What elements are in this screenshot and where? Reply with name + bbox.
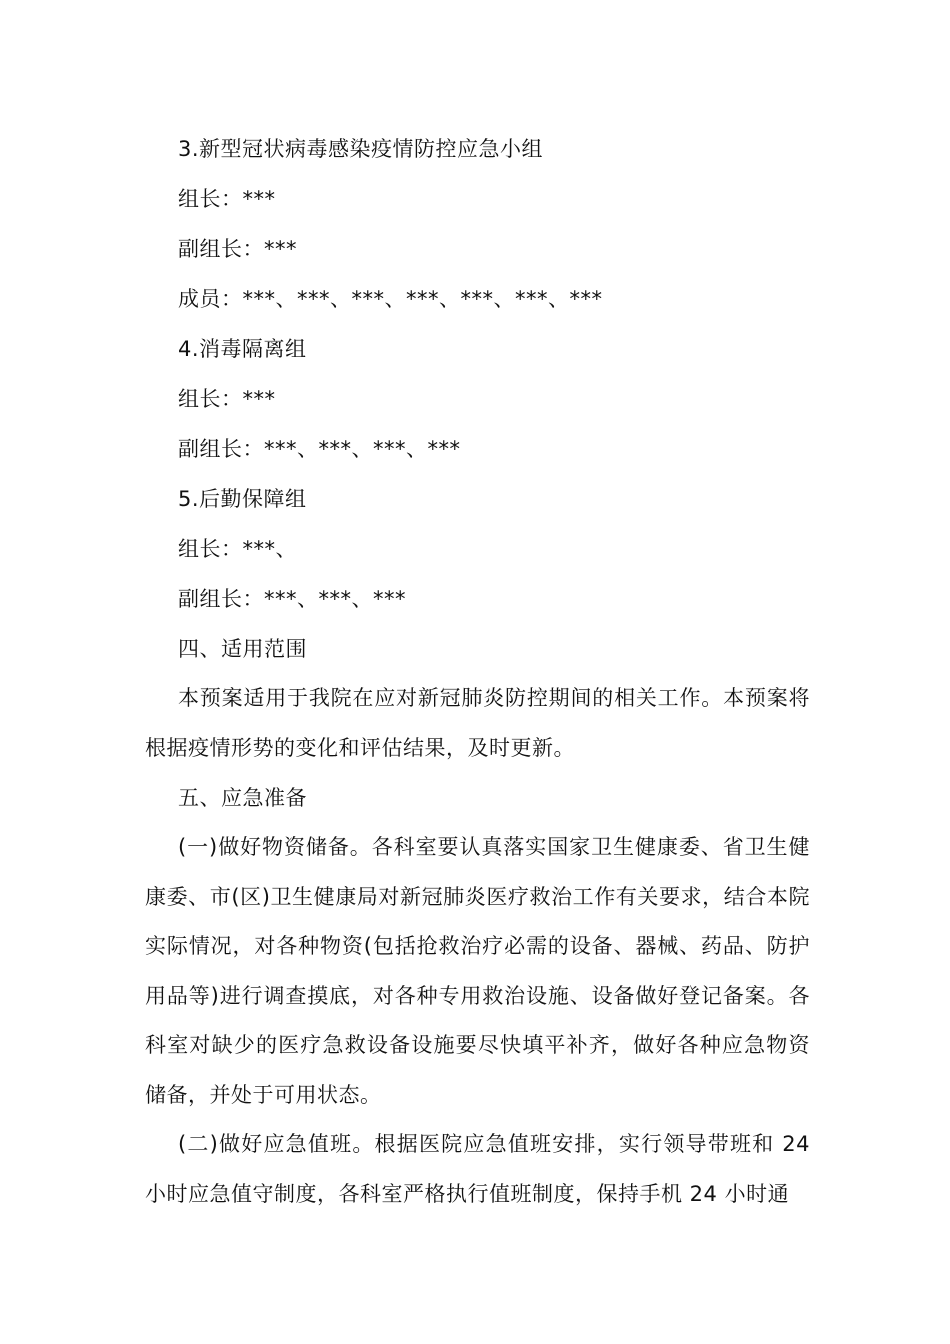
section-four-heading: 四、适用范围 (178, 637, 307, 661)
emergency-duty-paragraph: (二)做好应急值班。根据医院应急值班安排，实行领导带班和 24 小时应急值守制度，各科室严格执行值班制度，保持手机 24 小时通 (145, 1132, 810, 1206)
document-body (145, 124, 810, 1219)
group-five-leader: 组长：***、 (178, 537, 297, 561)
scope-paragraph: 本预案适用于我院在应对新冠肺炎防控期间的相关工作。本预案将根据疫情形势的变化和评估结果，及时更新。 (145, 686, 810, 760)
group-four-deputy-leader: 副组长：***、***、***、*** (178, 437, 461, 461)
group-four-heading: 4.消毒隔离组 (178, 337, 307, 361)
section-five-heading: 五、应急准备 (178, 786, 307, 810)
material-reserve-paragraph: (一)做好物资储备。各科室要认真落实国家卫生健康委、省卫生健康委、市(区)卫生健康局对新冠肺炎医疗救治工作有关要求，结合本院实际情况，对各种物资(包括抢救治疗必需的设备、器械、药品、防护用品等)进行调查摸底，对各种专用救治设施、设备做好登记备案。各科室对缺少的医疗急救设备设施要尽快填平补齐，做好各种应急物资储备，并处于可用状态。 (145, 835, 810, 1107)
group-three-heading: 3.新型冠状病毒感染疫情防控应急小组 (178, 137, 544, 161)
group-four-leader: 组长：*** (178, 387, 276, 411)
group-five-heading: 5.后勤保障组 (178, 487, 307, 511)
group-three-leader: 组长：*** (178, 187, 276, 211)
group-three-members: 成员：***、***、***、***、***、***、*** (178, 287, 603, 311)
group-three-deputy-leader: 副组长：*** (178, 237, 297, 261)
group-five-deputy-leader: 副组长：***、***、*** (178, 587, 406, 611)
